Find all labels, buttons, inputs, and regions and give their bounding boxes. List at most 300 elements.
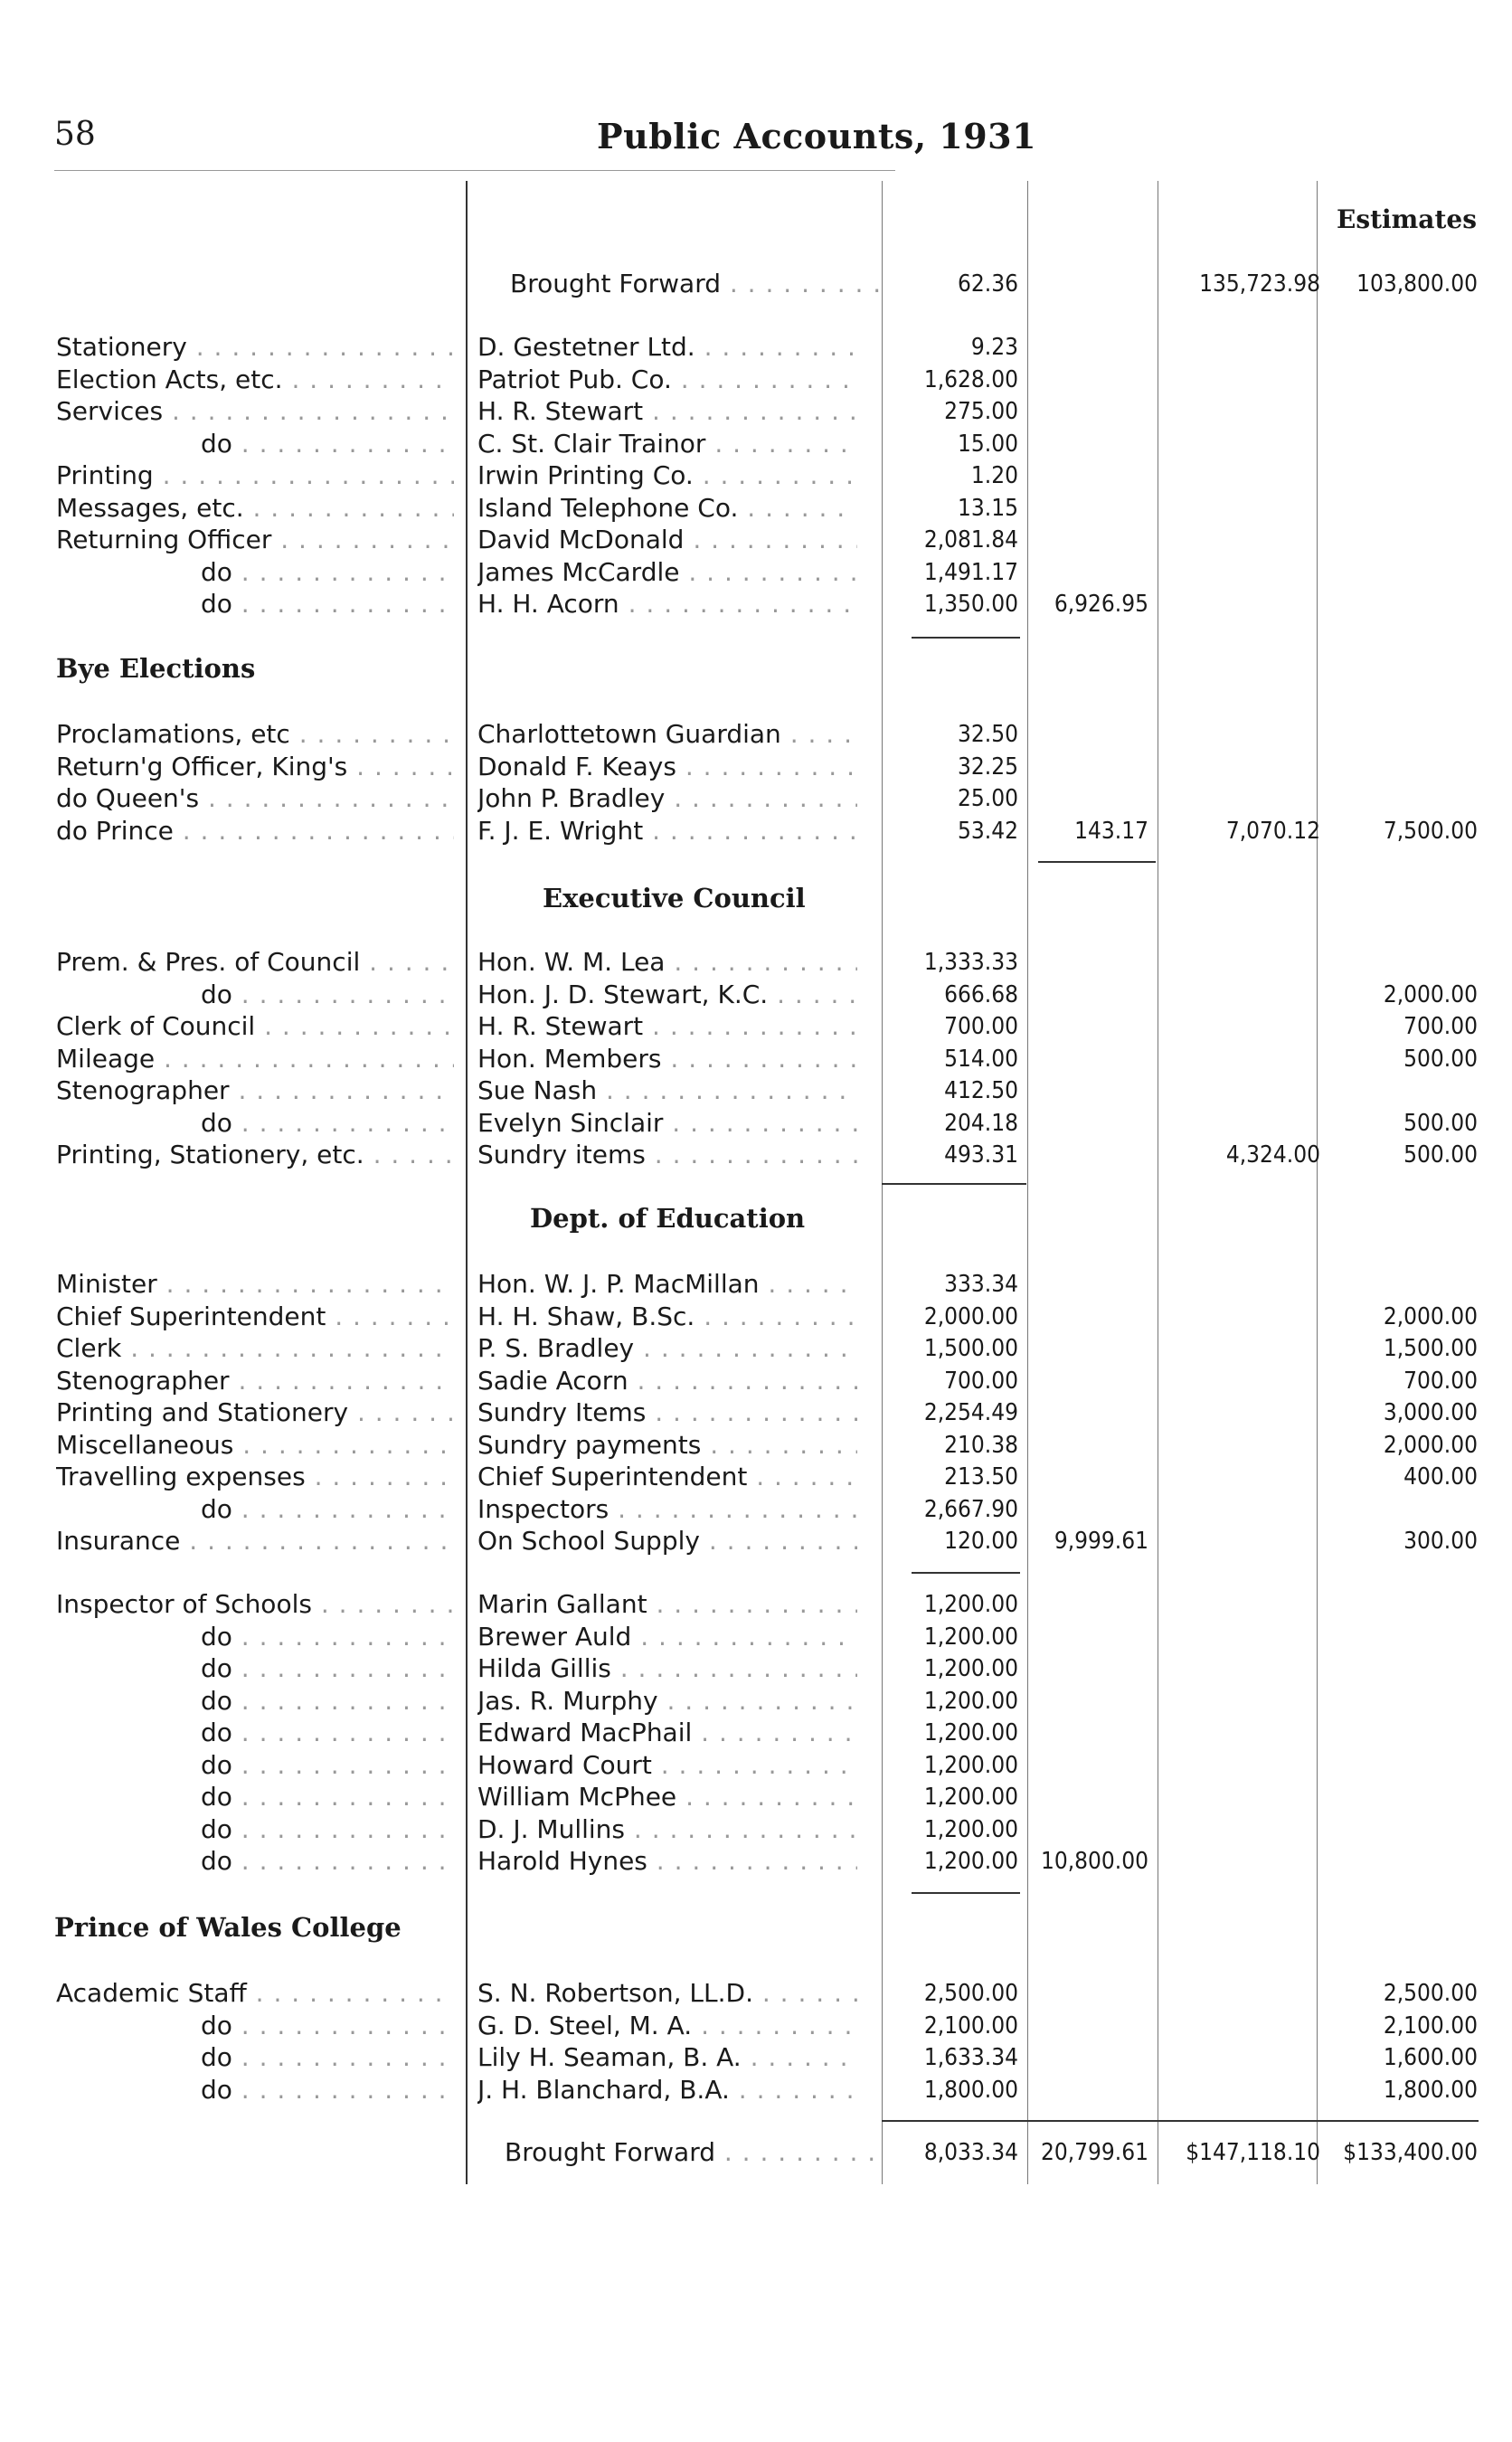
item-text: Messages, etc.: [56, 492, 244, 523]
amount-n1: 213.50: [944, 1463, 1018, 1491]
amount-n1: 1.20: [970, 462, 1018, 489]
payee: [477, 751, 857, 783]
ledger-row: [0, 492, 1512, 525]
amount-n1: 1,200.00: [923, 1687, 1018, 1715]
amount-n1: 1,200.00: [923, 1591, 1018, 1618]
amount-n1: 412.50: [944, 1077, 1018, 1104]
ledger-row: [0, 428, 1512, 460]
payee-text: Sue Nash: [477, 1075, 598, 1105]
amount-n2: 20,799.61: [1040, 2139, 1148, 2166]
amount-n1: 700.00: [944, 1013, 1018, 1040]
payee-text: Sundry items: [477, 1140, 646, 1169]
item-description: [56, 1621, 454, 1653]
item-description: [56, 1588, 454, 1621]
brought-forward-bottom-row: [0, 2136, 1512, 2169]
item-description: [56, 1074, 454, 1107]
item-text: do: [201, 1813, 232, 1844]
amount-n4: 2,000.00: [1383, 980, 1478, 1008]
payee: [477, 1845, 857, 1878]
amount-n4: 1,500.00: [1383, 1335, 1478, 1362]
payee: [477, 524, 857, 556]
payee-text: Howard Court: [477, 1749, 652, 1780]
item-text: Chief Superintendent: [56, 1301, 326, 1331]
item-description: [56, 1781, 454, 1813]
payee-text: Evelyn Sinclair: [477, 1107, 664, 1138]
payee: [477, 1268, 857, 1301]
item-description: [56, 1977, 454, 2010]
payee: [477, 979, 857, 1011]
section-title-bye-elections: Bye Elections: [56, 653, 256, 684]
item-description: [56, 1749, 454, 1782]
subtotal-rule: [912, 1892, 1020, 1894]
ledger-row: [0, 1685, 1512, 1718]
amount-n3: 4,324.00: [1225, 1141, 1320, 1169]
item-text: Stenographer: [56, 1075, 230, 1105]
payee: [477, 2074, 857, 2106]
item-description: [56, 1685, 454, 1718]
item-text: do: [201, 2010, 232, 2040]
amount-n4: 3,000.00: [1383, 1399, 1478, 1426]
amount-n1: 1,628.00: [923, 365, 1018, 393]
item-description: [56, 946, 454, 979]
item-description: [56, 1365, 454, 1397]
ledger-row: [0, 2010, 1512, 2042]
payee-text: Brought Forward: [510, 269, 721, 298]
payee-text: Donald F. Keays: [477, 751, 676, 781]
amount-n1: 2,100.00: [923, 2011, 1018, 2040]
ledger-row: [0, 1781, 1512, 1813]
amount-n3: $147,118.10: [1186, 2139, 1320, 2166]
payee-text: Chief Superintendent: [477, 1462, 748, 1491]
payee: [477, 1749, 857, 1782]
item-text: do: [201, 589, 232, 619]
payee-text: Hon. W. J. P. MacMillan: [477, 1269, 760, 1299]
item-description: [56, 524, 454, 556]
payee: [477, 1461, 857, 1493]
ledger-row: [0, 1010, 1512, 1043]
ledger-row: [0, 782, 1512, 815]
amount-n1: 1,633.34: [923, 2044, 1018, 2071]
amount-n1: 2,500.00: [923, 1980, 1018, 2007]
ledger-row: [0, 1652, 1512, 1685]
payee: [477, 1139, 857, 1171]
ledger-row: [0, 1588, 1512, 1621]
payee-text: H. R. Stewart: [477, 396, 644, 426]
item-text: do: [201, 979, 232, 1009]
item-text: Clerk: [56, 1333, 122, 1363]
item-description: [56, 751, 454, 783]
payee: [477, 1396, 857, 1429]
ledger-row: [0, 979, 1512, 1011]
ledger-row: [0, 1845, 1512, 1878]
payee: [477, 364, 857, 396]
ledger-row: [0, 1332, 1512, 1365]
item-text: do: [201, 2042, 232, 2072]
amount-n1: 2,254.49: [923, 1399, 1018, 1426]
item-description: [56, 2041, 454, 2074]
item-text: do Queen's: [56, 783, 200, 813]
amount-n4: 2,100.00: [1383, 2011, 1478, 2040]
item-description: [56, 588, 454, 620]
item-text: Prem. & Pres. of Council: [56, 947, 361, 977]
payee-text: Sadie Acorn: [477, 1365, 628, 1396]
item-text: do: [201, 1685, 232, 1716]
payee-text: G. D. Steel, M. A.: [477, 2010, 693, 2040]
item-description: [56, 1493, 454, 1526]
payee: [477, 395, 857, 428]
subtotal-rule: [912, 1572, 1020, 1574]
item-description: [56, 395, 454, 428]
subtotal-rule: [912, 637, 1020, 639]
item-description: [56, 979, 454, 1011]
item-text: Mileage: [56, 1043, 156, 1074]
payee: [477, 718, 857, 751]
amount-n1: 2,000.00: [923, 1302, 1018, 1330]
amount-n1: 1,350.00: [923, 591, 1018, 618]
payee-text: D. Gestetner Ltd.: [477, 332, 695, 362]
ledger-row: [0, 1301, 1512, 1333]
payee-text: Hon. Members: [477, 1043, 662, 1074]
payee-text: Hon. W. M. Lea: [477, 947, 666, 977]
item-text: Printing: [56, 460, 154, 490]
item-description: [56, 2074, 454, 2106]
payee: [477, 556, 857, 589]
item-text: Insurance: [56, 1526, 181, 1556]
item-text: do: [201, 1749, 232, 1780]
payee: [477, 1301, 857, 1333]
payee-text: P. S. Bradley: [477, 1333, 635, 1363]
section-title-prince-of-wales: Prince of Wales College: [54, 1912, 402, 1943]
amount-n1: 32.25: [958, 752, 1018, 781]
amount-n1: 700.00: [944, 1367, 1018, 1395]
payee-text: S. N. Robertson, LL.D.: [477, 1978, 753, 2008]
item-description: [56, 1139, 454, 1171]
header-rule: [54, 170, 895, 171]
ledger-row: [0, 1429, 1512, 1462]
payee: [477, 2010, 857, 2042]
payee-text: H. H. Acorn: [477, 589, 619, 619]
amount-n1: 514.00: [944, 1045, 1018, 1073]
payee: [505, 2136, 884, 2169]
amount-n1: 210.38: [944, 1431, 1018, 1459]
payee: [477, 588, 857, 620]
amount-n4: 700.00: [1403, 1367, 1478, 1395]
payee: [477, 459, 857, 492]
amount-n1: 275.00: [944, 398, 1018, 425]
item-description: [56, 492, 454, 525]
ledger-row: [0, 751, 1512, 783]
ledger-row: [0, 395, 1512, 428]
payee-text: William McPhee: [477, 1782, 677, 1812]
ledger-row: [0, 2041, 1512, 2074]
total-rule: [882, 2120, 1479, 2122]
item-description: [56, 1461, 454, 1493]
item-description: [56, 718, 454, 751]
amount-n1: 25.00: [958, 785, 1018, 812]
payee: [477, 1107, 857, 1140]
payee: [477, 1493, 857, 1526]
item-text: do: [201, 1493, 232, 1524]
amount-n1: 493.31: [944, 1141, 1018, 1169]
item-description: [56, 1107, 454, 1140]
item-description: [56, 1301, 454, 1333]
item-description: [56, 331, 454, 364]
item-text: Printing, Stationery, etc.: [56, 1140, 364, 1169]
payee-text: Marin Gallant: [477, 1589, 647, 1619]
payee: [477, 1074, 857, 1107]
item-text: Travelling expenses: [56, 1462, 306, 1491]
payee-text: Hon. J. D. Stewart, K.C.: [477, 979, 769, 1009]
ledger-row: [0, 1365, 1512, 1397]
payee-text: Inspectors: [477, 1493, 610, 1524]
item-text: do: [201, 556, 232, 587]
item-description: [56, 1525, 454, 1557]
amount-n1: 32.50: [958, 721, 1018, 748]
item-text: do: [201, 1621, 232, 1652]
ledger-row: [0, 1074, 1512, 1107]
amount-n1: 1,491.17: [923, 558, 1018, 586]
ledger-row: [0, 1139, 1512, 1171]
amount-n3: 135,723.98: [1199, 270, 1320, 298]
amount-n4: 2,500.00: [1383, 1980, 1478, 2007]
amount-n1: 8,033.34: [923, 2139, 1018, 2166]
ledger-row: [0, 1461, 1512, 1493]
amount-n4: 700.00: [1403, 1013, 1478, 1040]
amount-n1: 1,500.00: [923, 1335, 1018, 1362]
amount-n2: 10,800.00: [1040, 1848, 1148, 1875]
payee: [477, 331, 857, 364]
item-description: [56, 1813, 454, 1846]
amount-n2: 143.17: [1074, 817, 1148, 845]
payee-text: Sundry Items: [477, 1397, 647, 1427]
ledger-row: [0, 1717, 1512, 1749]
amount-n4: 1,600.00: [1383, 2044, 1478, 2071]
ledger-row: [0, 1813, 1512, 1846]
amount-n1: 13.15: [958, 494, 1018, 522]
item-text: Printing and Stationery: [56, 1397, 349, 1427]
amount-n4: 300.00: [1403, 1528, 1478, 1555]
amount-n1: 15.00: [958, 430, 1018, 458]
item-text: do: [201, 1782, 232, 1812]
payee-text: C. St. Clair Trainor: [477, 428, 706, 459]
payee: [477, 428, 857, 460]
payee-text: D. J. Mullins: [477, 1813, 625, 1844]
item-text: Services: [56, 396, 164, 426]
amount-n4: $133,400.00: [1343, 2139, 1478, 2166]
item-description: [56, 459, 454, 492]
payee: [477, 1332, 857, 1365]
ledger-row: [0, 1043, 1512, 1075]
ledger-row: [0, 331, 1512, 364]
item-text: do: [201, 1107, 232, 1138]
amount-n1: 1,200.00: [923, 1719, 1018, 1746]
ledger-row: [0, 1525, 1512, 1557]
ledger-row: [0, 459, 1512, 492]
item-description: [56, 1010, 454, 1043]
section-title-education: Dept. of Education: [530, 1203, 806, 1234]
payee: [477, 782, 857, 815]
amount-n1: 1,200.00: [923, 1751, 1018, 1779]
item-description: [56, 1429, 454, 1462]
payee: [477, 1717, 857, 1749]
item-text: Minister: [56, 1269, 157, 1299]
ledger-row: [0, 588, 1512, 620]
payee-text: Island Telephone Co.: [477, 492, 739, 523]
ledger-row: [0, 815, 1512, 847]
amount-n1: 1,333.33: [923, 949, 1018, 976]
amount-n4: 103,800.00: [1356, 270, 1478, 298]
ledger-row: [0, 364, 1512, 396]
page-number: 58: [54, 116, 96, 153]
ledger-row: [0, 1493, 1512, 1526]
payee: [477, 1429, 857, 1462]
item-description: [56, 782, 454, 815]
payee-text: Brewer Auld: [477, 1621, 632, 1652]
brought-forward-top-row: [0, 268, 1512, 300]
amount-n1: 1,200.00: [923, 1815, 1018, 1843]
payee-text: Sundry payments: [477, 1429, 702, 1460]
amount-n4: 400.00: [1403, 1463, 1478, 1491]
payee-text: J. H. Blanchard, B.A.: [477, 2074, 730, 2105]
item-text: Stationery: [56, 332, 187, 362]
ledger-row: [0, 2074, 1512, 2106]
item-description: [56, 815, 454, 847]
section-title-executive-council: Executive Council: [543, 883, 806, 913]
item-description: [56, 1268, 454, 1301]
item-text: do: [201, 1846, 232, 1876]
amount-n1: 62.36: [958, 270, 1018, 298]
item-description: [56, 1332, 454, 1365]
payee: [477, 815, 857, 847]
payee-text: Brought Forward: [505, 2137, 715, 2167]
item-description: [56, 2010, 454, 2042]
item-text: do: [201, 1653, 232, 1683]
item-description: [56, 556, 454, 589]
payee: [477, 1781, 857, 1813]
payee-text: Jas. R. Murphy: [477, 1685, 658, 1716]
item-text: do Prince: [56, 815, 174, 846]
amount-n1: 1,200.00: [923, 1848, 1018, 1875]
ledger-row: [0, 1977, 1512, 2010]
amount-n4: 500.00: [1403, 1141, 1478, 1169]
item-text: Returning Officer: [56, 525, 272, 554]
payee-text: F. J. E. Wright: [477, 815, 644, 846]
estimates-heading: Estimates: [1337, 204, 1477, 234]
payee: [477, 1813, 857, 1846]
amount-n1: 2,667.90: [923, 1495, 1018, 1523]
amount-n2: 9,999.61: [1054, 1528, 1148, 1555]
amount-n2: 6,926.95: [1054, 591, 1148, 618]
payee-text: Patriot Pub. Co.: [477, 364, 672, 394]
ledger-row: [0, 718, 1512, 751]
item-text: do: [201, 428, 232, 459]
payee-text: H. H. Shaw, B.Sc.: [477, 1301, 695, 1331]
payee: [477, 1365, 857, 1397]
ledger-row: [0, 1107, 1512, 1140]
amount-n1: 1,200.00: [923, 1623, 1018, 1651]
payee-text: David McDonald: [477, 525, 685, 554]
ledger-row: [0, 556, 1512, 589]
payee: [477, 1043, 857, 1075]
payee: [477, 1588, 857, 1621]
ledger-row: [0, 1621, 1512, 1653]
payee: [477, 492, 857, 525]
payee: [510, 268, 890, 300]
item-text: Academic Staff: [56, 1978, 247, 2008]
amount-n1: 1,200.00: [923, 1784, 1018, 1811]
ledger-row: [0, 1749, 1512, 1782]
item-text: Miscellaneous: [56, 1429, 234, 1460]
subtotal-rule: [882, 1183, 1026, 1185]
page-title: Public Accounts, 1931: [597, 116, 1037, 156]
amount-n1: 204.18: [944, 1109, 1018, 1137]
payee: [477, 2041, 857, 2074]
item-description: [56, 1652, 454, 1685]
item-description: [56, 364, 454, 396]
item-description: [56, 428, 454, 460]
payee-text: James McCardle: [477, 556, 680, 587]
page-header: [54, 116, 1465, 170]
item-text: Return'g Officer, King's: [56, 751, 348, 781]
item-text: Stenographer: [56, 1365, 230, 1396]
payee: [477, 1685, 857, 1718]
payee-text: John P. Bradley: [477, 783, 666, 813]
item-text: Election Acts, etc.: [56, 364, 283, 394]
amount-n1: 53.42: [958, 817, 1018, 845]
payee-text: H. R. Stewart: [477, 1011, 644, 1041]
amount-n4: 7,500.00: [1383, 817, 1478, 845]
subtotal-rule: [1038, 861, 1156, 863]
ledger-row: [0, 1268, 1512, 1301]
payee-text: Hilda Gillis: [477, 1653, 611, 1683]
ledger-row: [0, 946, 1512, 979]
payee: [477, 1525, 857, 1557]
amount-n4: 500.00: [1403, 1109, 1478, 1137]
item-text: Proclamations, etc: [56, 719, 290, 749]
amount-n4: 2,000.00: [1383, 1302, 1478, 1330]
amount-n3: 7,070.12: [1225, 817, 1320, 845]
item-description: [56, 1396, 454, 1429]
amount-n4: 1,800.00: [1383, 2076, 1478, 2104]
payee-text: On School Supply: [477, 1526, 700, 1556]
payee-text: Irwin Printing Co.: [477, 460, 694, 490]
amount-n1: 1,800.00: [923, 2076, 1018, 2104]
amount-n4: 2,000.00: [1383, 1431, 1478, 1459]
payee: [477, 946, 857, 979]
amount-n1: 333.34: [944, 1271, 1018, 1298]
payee-text: Harold Hynes: [477, 1846, 647, 1876]
payee: [477, 1010, 857, 1043]
item-text: Clerk of Council: [56, 1011, 256, 1041]
amount-n4: 500.00: [1403, 1045, 1478, 1073]
payee: [477, 1652, 857, 1685]
item-description: [56, 1717, 454, 1749]
payee: [477, 1621, 857, 1653]
item-text: Inspector of Schools: [56, 1589, 312, 1619]
amount-n1: 1,200.00: [923, 1655, 1018, 1682]
item-description: [56, 1845, 454, 1878]
item-description: [56, 1043, 454, 1075]
item-text: do: [201, 1718, 232, 1747]
payee-text: Lily H. Seaman, B. A.: [477, 2042, 742, 2072]
ledger-row: [0, 1396, 1512, 1429]
item-text: do: [201, 2074, 232, 2105]
payee-text: Charlottetown Guardian: [477, 719, 781, 749]
amount-n1: 666.68: [944, 980, 1018, 1008]
amount-n1: 120.00: [944, 1528, 1018, 1555]
payee-text: Edward MacPhail: [477, 1718, 693, 1747]
payee: [477, 1977, 857, 2010]
